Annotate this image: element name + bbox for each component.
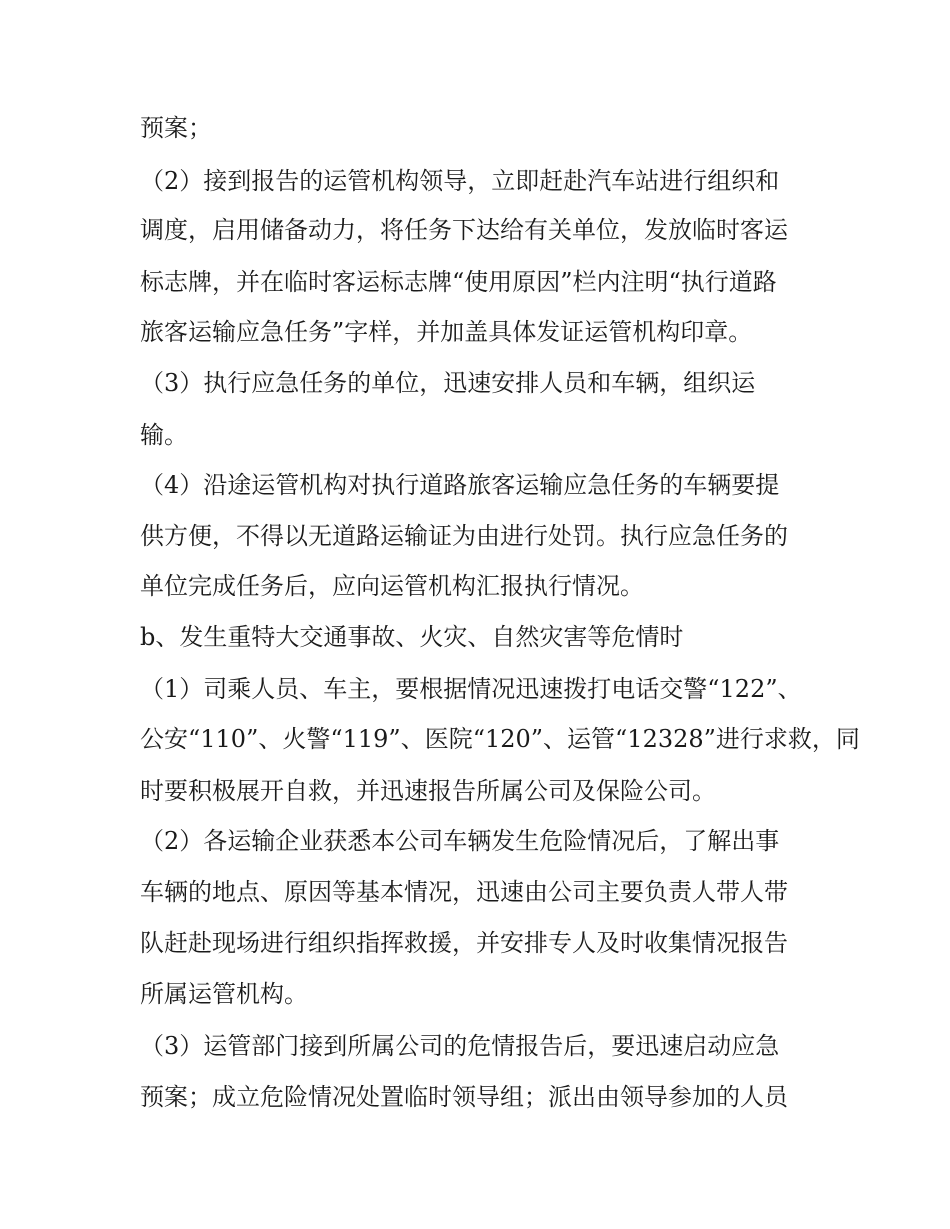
text-line: 队赶赴现场进行组织指挥救援，并安排专人及时收集情况报告 [140, 929, 788, 957]
text-line: （3）运管部门接到所属公司的危情报告后，要迅速启动应急 [140, 1032, 780, 1060]
text-line: 时要积极展开自救，并迅速报告所属公司及保险公司。 [140, 777, 716, 805]
text-line: 单位完成任务后，应向运管机构汇报执行情况。 [140, 572, 644, 600]
text-line: （2）接到报告的运管机构领导，立即赶赴汽车站进行组织和 [140, 167, 780, 195]
text-line: 预案；成立危险情况处置临时领导组；派出由领导参加的人员 [140, 1083, 788, 1111]
text-line: 调度，启用储备动力，将任务下达给有关单位，发放临时客运 [140, 216, 788, 244]
text-line: 标志牌，并在临时客运标志牌“使用原因”栏内注明“执行道路 [140, 268, 777, 296]
text-line: 车辆的地点、原因等基本情况，迅速由公司主要负责人带人带 [140, 878, 788, 906]
text-line: （3）执行应急任务的单位，迅速安排人员和车辆，组织运 [140, 369, 756, 397]
text-line: （2）各运输企业获悉本公司车辆发生危险情况后，了解出事 [140, 827, 780, 855]
section-heading: b、发生重特大交通事故、火灾、自然灾害等危情时 [140, 623, 684, 651]
text-line: （4）沿途运管机构对执行道路旅客运输应急任务的车辆要提 [140, 471, 780, 499]
text-line: 输。 [140, 421, 188, 449]
text-line: 旅客运输应急任务”字样，并加盖具体发证运管机构印章。 [140, 318, 753, 346]
text-line: 公安“110”、火警“119”、医院“120”、运管“12328”进行求救，同 [140, 725, 860, 753]
text-line: （1）司乘人员、车主，要根据情况迅速拨打电话交警“122”、 [140, 675, 802, 703]
text-line: 预案； [140, 114, 212, 142]
text-line: 所属运管机构。 [140, 980, 308, 1008]
text-line: 供方便，不得以无道路运输证为由进行处罚。执行应急任务的 [140, 522, 788, 550]
